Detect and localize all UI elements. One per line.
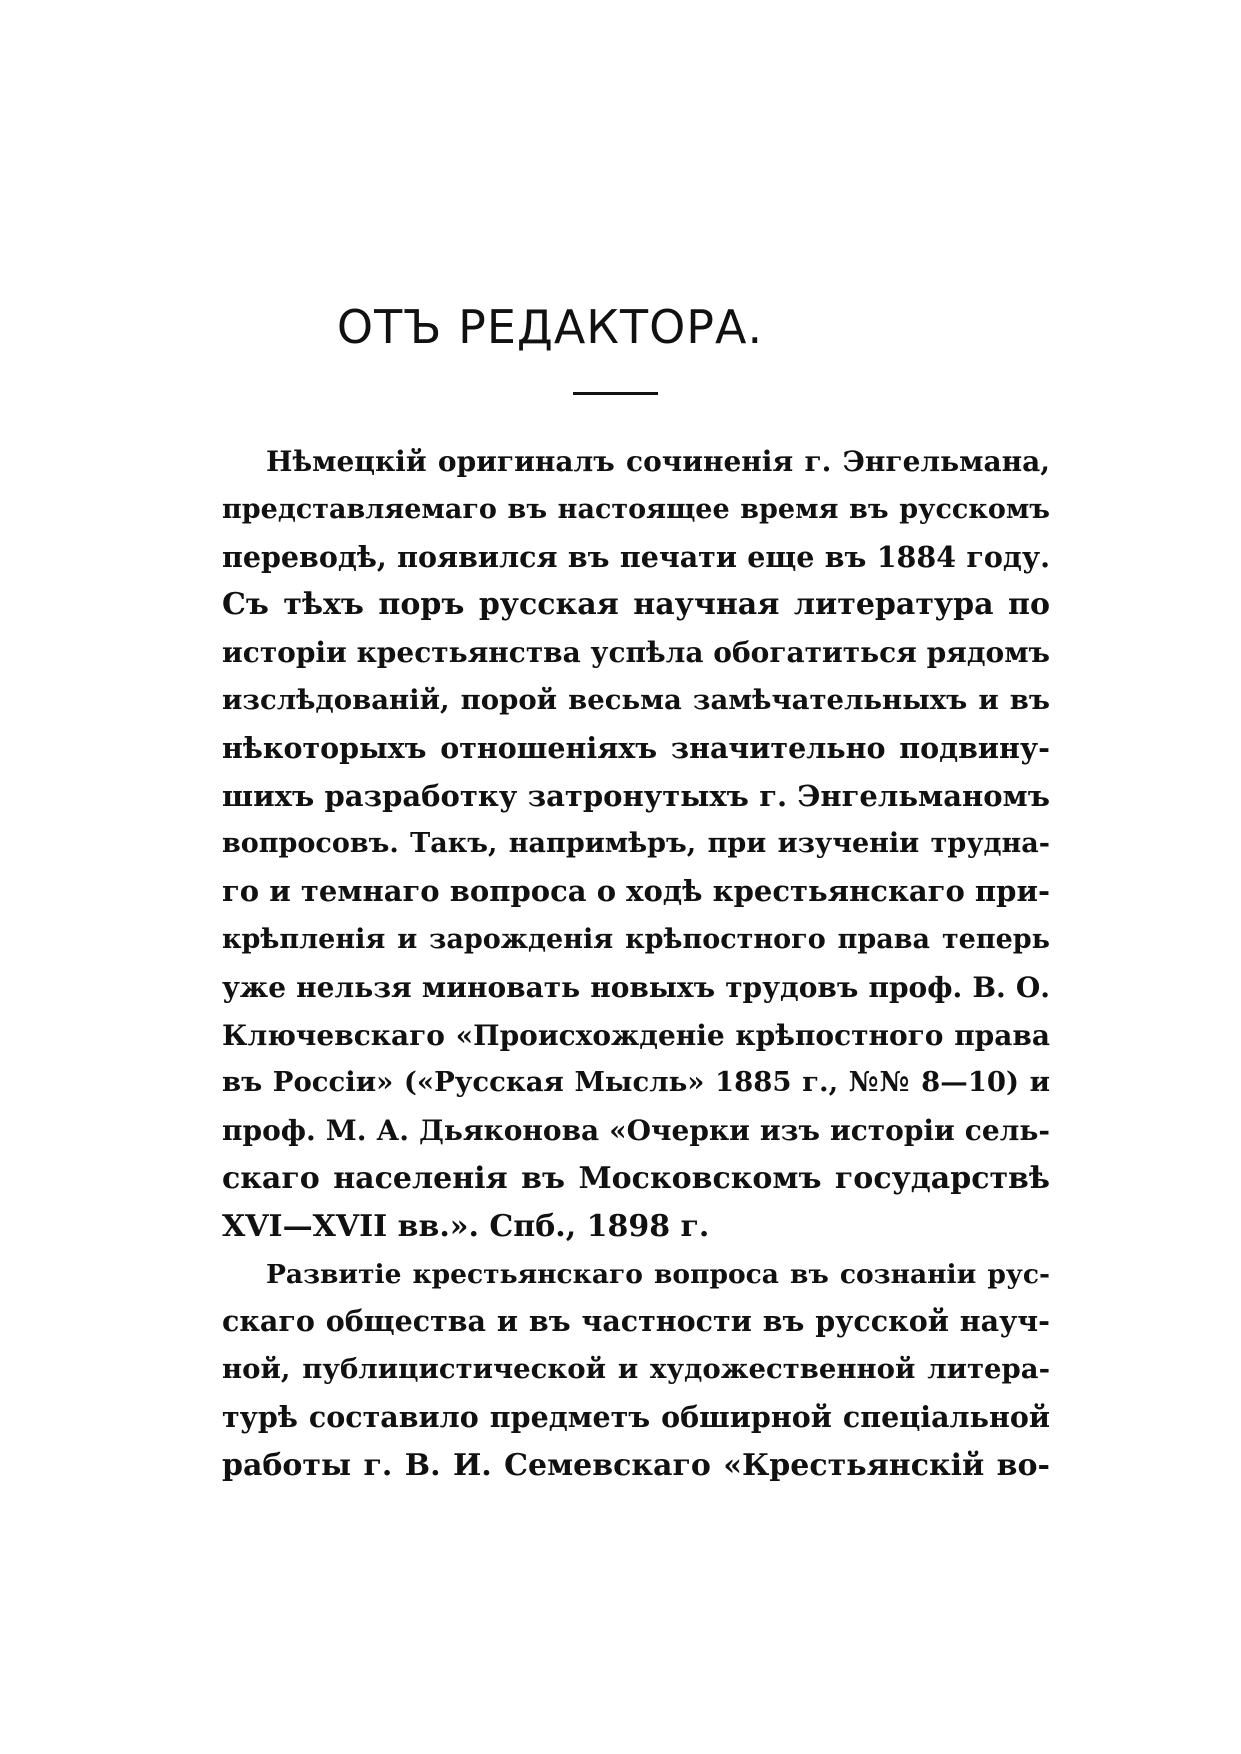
- paragraph-2: [178, 1251, 1050, 1490]
- paragraph-1: [178, 438, 1050, 1251]
- text-line: изслѣдованій, порой весьма замѣчательныхъ и въ: [222, 683, 1050, 716]
- text-line: работы г. В. И. Семевскаго «Крестьянскій во-: [222, 1447, 1050, 1483]
- text-line: исторіи крестьянства успѣла обогатиться рядомъ: [222, 636, 1050, 670]
- text-line: скаго общества и въ частности въ русской науч-: [222, 1304, 1050, 1339]
- text-line: турѣ составило предметъ обширной спеціальной: [222, 1399, 1050, 1434]
- text-line: Нѣмецкій оригиналъ сочиненія г. Энгельмана,: [266, 445, 1050, 478]
- text-line: го и темнаго вопроса о ходѣ крестьянскаго при-: [222, 874, 1050, 909]
- text-line: представляемаго въ настоящее время въ русскомъ: [222, 493, 1050, 525]
- text-line: переводѣ, появился въ печати еще въ 1884 году.: [222, 539, 1050, 574]
- text-line: вопросовъ. Такъ, напримѣръ, при изученіи трудна-: [222, 828, 1050, 860]
- title-divider: [573, 392, 658, 395]
- body-text: [178, 438, 1050, 1490]
- text-line: крѣпленія и зарожденія крѣпостного права теперь: [222, 923, 1050, 955]
- text-line: XVI—XVII вв.». Спб., 1898 г.: [222, 1208, 710, 1244]
- page-title: ОТЪ РЕДАКТОРА.: [336, 300, 764, 354]
- text-line: нѣкоторыхъ отношеніяхъ значительно подвину-: [222, 730, 1050, 765]
- text-line: проф. М. А. Дьяконова «Очерки изъ исторіи сель-: [222, 1114, 1050, 1148]
- text-line: скаго населенія въ Московскомъ государствѣ: [222, 1160, 1050, 1196]
- text-line: шихъ разработку затронутыхъ г. Энгельманомъ: [222, 778, 1050, 813]
- text-line: Ключевскаго «Происхожденіе крѣпостного права: [222, 1018, 1050, 1052]
- text-line: Развитіе крестьянскаго вопроса въ сознаніи рус-: [266, 1258, 1050, 1290]
- text-line: Съ тѣхъ поръ русская научная литература по: [222, 587, 1050, 623]
- text-line: въ Россіи» («Русская Мысль» 1885 г., №№ 8—10) и: [222, 1066, 1050, 1099]
- text-line: ной, публицистической и художественной литера-: [222, 1353, 1050, 1386]
- text-line: уже нельзя миновать новыхъ трудовъ проф. В. О.: [222, 970, 1050, 1004]
